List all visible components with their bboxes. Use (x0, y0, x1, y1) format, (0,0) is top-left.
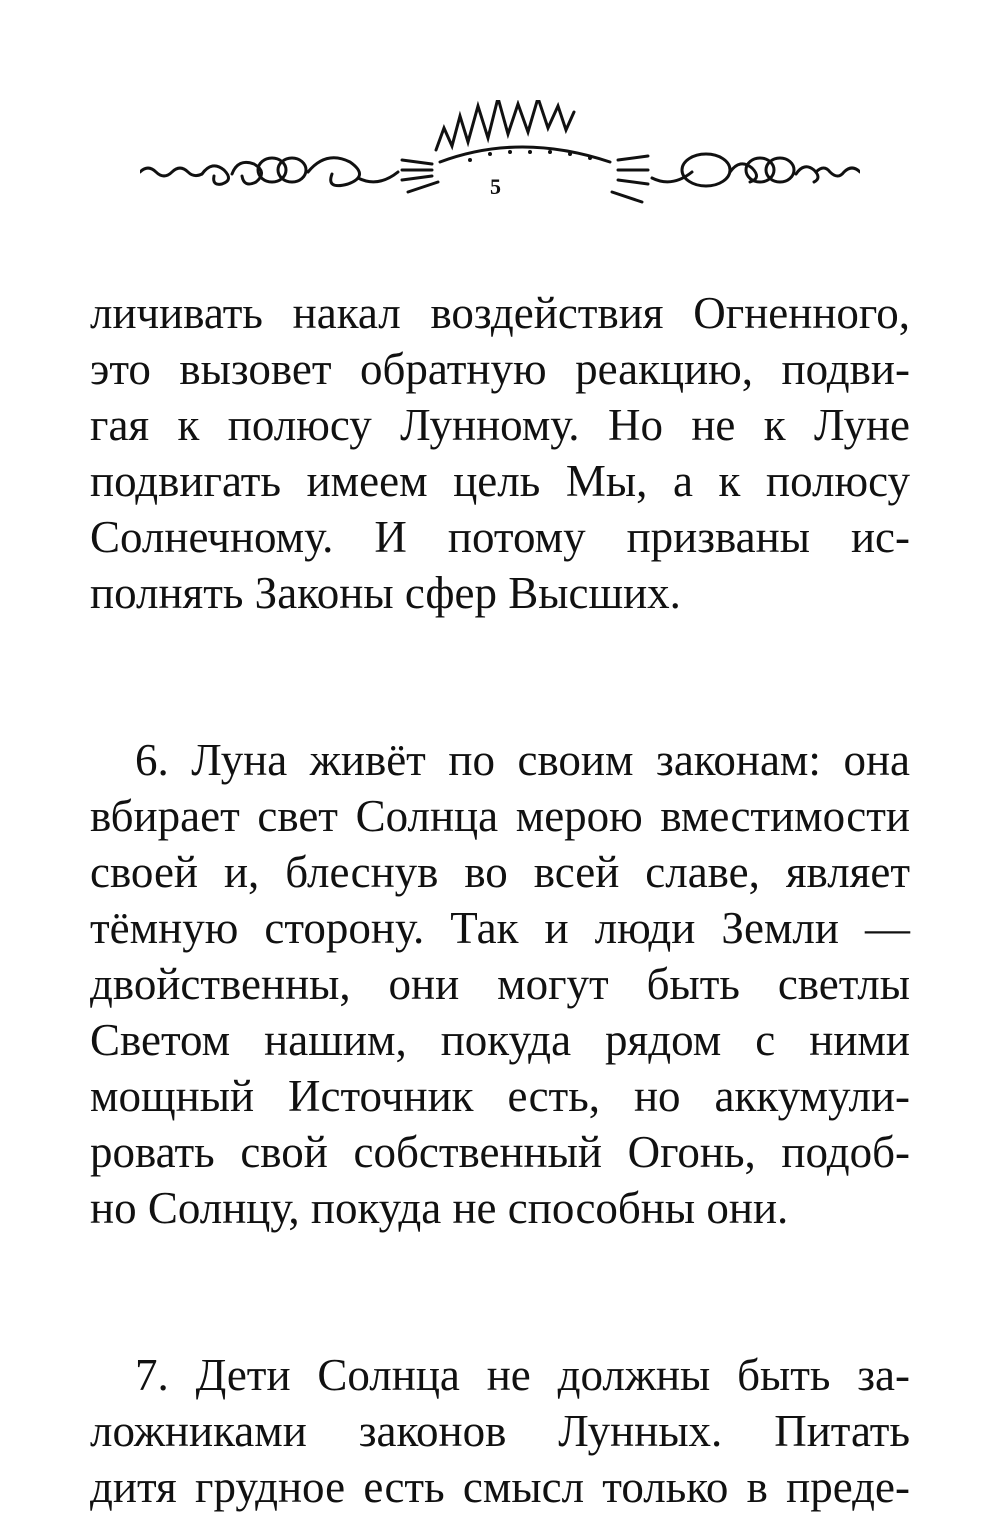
text-line: тёмную сторону. Так и люди Земли — (90, 903, 910, 953)
text-line: 6. Луна живёт по своим законам: она (135, 735, 910, 785)
text-line: ложниками законов Лунных. Питать (90, 1406, 910, 1456)
body-text (90, 285, 910, 1515)
header-ornament (140, 100, 860, 210)
text-line: своей и, блеснув во всей славе, являет (90, 847, 910, 897)
text-line: Светом нашим, покуда рядом с ними (90, 1015, 910, 1065)
text-line: вбирает свет Солнца мерою вместимости (90, 791, 910, 841)
paragraph (90, 732, 910, 1236)
text-line: двойственны, они могут быть светлы (90, 959, 910, 1009)
text-line: это вызовет обратную реакцию, подви- (90, 344, 910, 394)
paragraph (90, 285, 910, 621)
paragraph (90, 1347, 910, 1515)
text-line: Солнечному. И потому призваны ис- (90, 512, 910, 562)
text-line: мощный Источник есть, но аккумули- (90, 1071, 910, 1121)
text-line: но Солнцу, покуда не способны они. (90, 1183, 789, 1233)
text-line: дитя грудное есть смысл только в преде- (90, 1462, 910, 1512)
text-line: ровать свой собственный Огонь, подоб- (90, 1127, 910, 1177)
text-line: 7. Дети Солнца не должны быть за- (135, 1350, 910, 1400)
paragraph-gap (90, 621, 910, 732)
text-line: подвигать имеем цель Мы, а к полюсу (90, 456, 910, 506)
text-line: полнять Законы сфер Высших. (90, 568, 681, 618)
paragraph-gap (90, 1236, 910, 1347)
text-line: личивать накал воздействия Огненного, (90, 288, 910, 338)
text-line: гая к полюсу Лунному. Но не к Луне (90, 400, 910, 450)
page-number: 5 (490, 174, 501, 199)
